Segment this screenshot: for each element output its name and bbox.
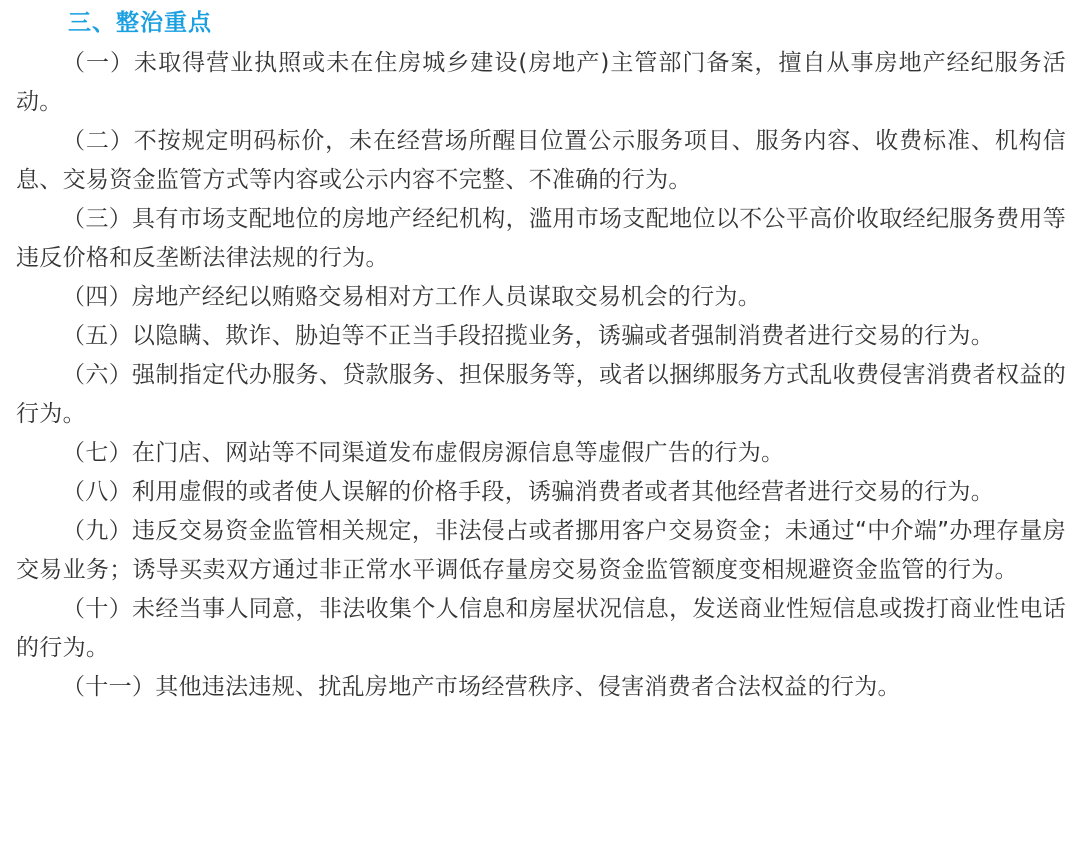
list-item-11: （十一）其他违法违规、扰乱房地产市场经营秩序、侵害消费者合法权益的行为。 — [62, 674, 901, 700]
list-item-8: （八）利用虚假的或者使人误解的价格手段，诱骗消费者或者其他经营者进行交易的行为。 — [62, 479, 994, 505]
section-heading: 三、整治重点 — [68, 10, 212, 36]
list-item-4: （四）房地产经纪以贿赂交易相对方工作人员谋取交易机会的行为。 — [62, 284, 761, 310]
list-item-5: （五）以隐瞒、欺诈、胁迫等不正当手段招揽业务，诱骗或者强制消费者进行交易的行为。 — [62, 323, 994, 349]
list-item-7: （七）在门店、网站等不同渠道发布虚假房源信息等虚假广告的行为。 — [62, 440, 785, 466]
list-item-2: （二）不按规定明码标价，未在经营场所醒目位置公示服务项目、服务内容、收费标准、机构信息、交易资金监管方式等内容或公示内容不完整、不准确的行为。 — [16, 128, 1066, 193]
item-list — [16, 44, 1066, 707]
list-item-3: （三）具有市场支配地位的房地产经纪机构，滥用市场支配地位以不公平高价收取经纪服务费用等违反价格和反垄断法律法规的行为。 — [16, 206, 1066, 271]
list-item-1: （一）未取得营业执照或未在住房城乡建设(房地产)主管部门备案，擅自从事房地产经纪服务活动。 — [16, 50, 1066, 115]
list-item-10: （十）未经当事人同意，非法收集个人信息和房屋状况信息，发送商业性短信息或拨打商业性电话的行为。 — [16, 596, 1066, 661]
list-item-6: （六）强制指定代办服务、贷款服务、担保服务等，或者以捆绑服务方式乱收费侵害消费者权益的行为。 — [16, 362, 1066, 427]
list-item-9: （九）违反交易资金监管相关规定，非法侵占或者挪用客户交易资金；未通过“中介端”办理存量房交易业务；诱导买卖双方通过非正常水平调低存量房交易资金监管额度变相规避资金监管的行为。 — [16, 518, 1066, 583]
